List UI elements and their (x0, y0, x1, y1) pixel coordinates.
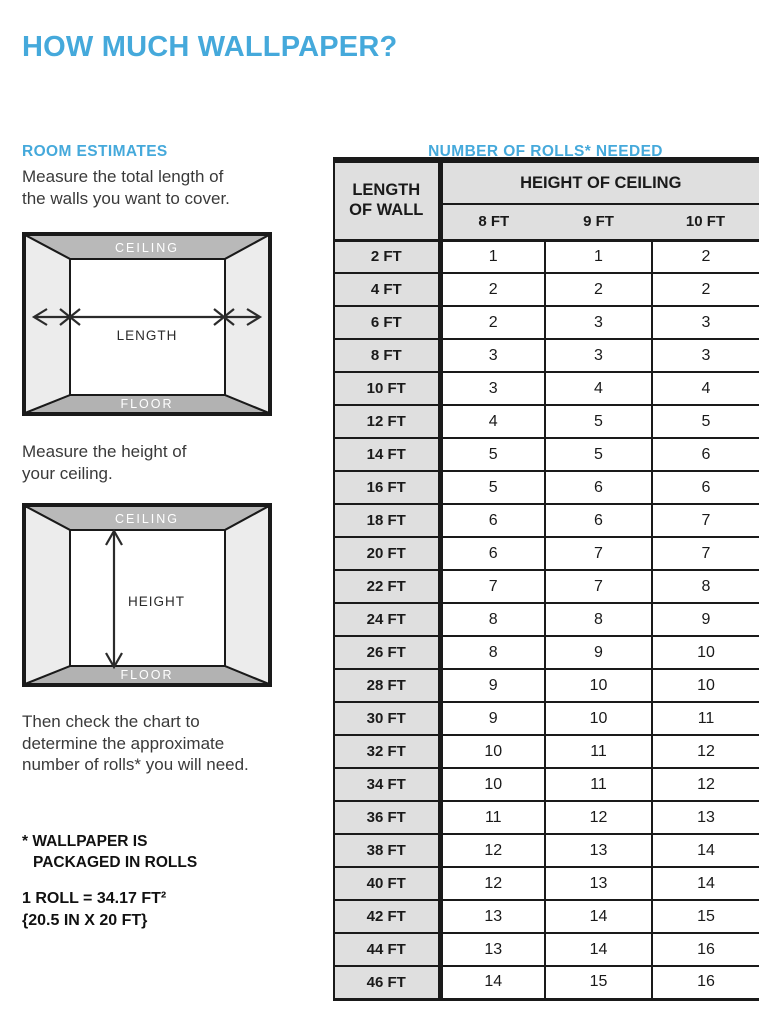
footnote-line1: * WALLPAPER IS (22, 833, 148, 850)
roll-count: 6 (652, 438, 759, 471)
row-label: 42 FT (334, 900, 440, 933)
row-label: 6 FT (334, 306, 440, 339)
roll-count: 2 (440, 273, 545, 306)
height-diagram-graphic (25, 506, 269, 684)
roll-count: 12 (652, 735, 759, 768)
table-row (334, 603, 759, 636)
roll-size-line1: 1 ROLL = 34.17 FT² (22, 890, 167, 907)
table-row (334, 537, 759, 570)
step2-line1: Measure the height of (22, 442, 187, 461)
table-row (334, 504, 759, 537)
roll-count: 13 (545, 867, 652, 900)
column-header-8ft: 8 FT (440, 204, 545, 240)
roll-count: 10 (545, 702, 652, 735)
roll-count: 13 (440, 900, 545, 933)
roll-count: 5 (652, 405, 759, 438)
row-label: 10 FT (334, 372, 440, 405)
roll-size-info (22, 888, 166, 931)
roll-count: 11 (652, 702, 759, 735)
step3-line1: Then check the chart to (22, 712, 200, 731)
corner-header-line1: LENGTH (352, 181, 421, 200)
roll-count: 12 (545, 801, 652, 834)
roll-count: 13 (440, 933, 545, 966)
table-row (334, 240, 759, 273)
roll-count: 11 (545, 768, 652, 801)
length-diagram-graphic (25, 235, 269, 413)
table-row (334, 438, 759, 471)
roll-count: 14 (545, 900, 652, 933)
roll-count: 15 (652, 900, 759, 933)
roll-count: 7 (652, 504, 759, 537)
row-label: 32 FT (334, 735, 440, 768)
roll-count: 2 (652, 273, 759, 306)
roll-count: 3 (545, 306, 652, 339)
roll-size-line2: {20.5 IN X 20 FT} (22, 911, 148, 929)
table-row (334, 570, 759, 603)
roll-count: 8 (440, 636, 545, 669)
row-label: 28 FT (334, 669, 440, 702)
table-row (334, 735, 759, 768)
row-label: 2 FT (334, 240, 440, 273)
roll-count: 9 (652, 603, 759, 636)
roll-count: 5 (440, 438, 545, 471)
roll-count: 4 (652, 372, 759, 405)
row-label: 18 FT (334, 504, 440, 537)
floor-label: FLOOR (120, 397, 174, 411)
footnote-line2: PACKAGED IN ROLLS (33, 854, 198, 871)
step1-line1: Measure the total length of (22, 167, 224, 186)
roll-count: 3 (440, 372, 545, 405)
table-row (334, 867, 759, 900)
column-header-9ft: 9 FT (545, 204, 652, 240)
step2-line2: your ceiling. (22, 463, 113, 483)
roll-count: 9 (440, 702, 545, 735)
table-row (334, 801, 759, 834)
roll-count: 7 (545, 537, 652, 570)
roll-count: 14 (652, 867, 759, 900)
roll-count: 1 (440, 240, 545, 273)
table-row (334, 306, 759, 339)
corner-header-line2: OF WALL (349, 200, 424, 219)
roll-count: 12 (440, 834, 545, 867)
row-label: 14 FT (334, 438, 440, 471)
roll-count: 13 (652, 801, 759, 834)
roll-count: 8 (545, 603, 652, 636)
table-row (334, 471, 759, 504)
row-label: 46 FT (334, 966, 440, 999)
roll-count: 7 (440, 570, 545, 603)
row-label: 24 FT (334, 603, 440, 636)
row-label: 20 FT (334, 537, 440, 570)
column-header-10ft: 10 FT (652, 204, 759, 240)
roll-count: 3 (652, 339, 759, 372)
row-label: 38 FT (334, 834, 440, 867)
ceiling-label: CEILING (114, 241, 180, 255)
row-label: 26 FT (334, 636, 440, 669)
table-row (334, 405, 759, 438)
roll-count: 10 (652, 636, 759, 669)
rolls-needed-heading: NUMBER OF ROLLS* NEEDED (428, 142, 663, 160)
step3-text (22, 711, 249, 776)
row-label: 12 FT (334, 405, 440, 438)
table-row (334, 768, 759, 801)
roll-count: 2 (652, 240, 759, 273)
height-measure-label: HEIGHT (128, 594, 186, 609)
roll-count: 3 (652, 306, 759, 339)
roll-count: 10 (652, 669, 759, 702)
row-label: 4 FT (334, 273, 440, 306)
height-diagram (22, 503, 272, 687)
step1-line2: the walls you want to cover. (22, 188, 230, 208)
table-row (334, 273, 759, 306)
room-estimates-heading: ROOM ESTIMATES (22, 142, 168, 160)
roll-count: 14 (440, 966, 545, 999)
roll-count: 14 (545, 933, 652, 966)
roll-count: 10 (440, 768, 545, 801)
row-label: 22 FT (334, 570, 440, 603)
table-row (334, 702, 759, 735)
row-label: 30 FT (334, 702, 440, 735)
roll-count: 15 (545, 966, 652, 999)
roll-count: 4 (440, 405, 545, 438)
length-diagram (22, 232, 272, 416)
table-row (334, 900, 759, 933)
table-row (334, 933, 759, 966)
floor-label: FLOOR (120, 668, 174, 682)
roll-count: 14 (652, 834, 759, 867)
roll-count: 2 (545, 273, 652, 306)
roll-count: 3 (440, 339, 545, 372)
roll-count: 6 (545, 504, 652, 537)
step2-text (22, 441, 186, 484)
roll-count: 8 (440, 603, 545, 636)
table-row (334, 372, 759, 405)
roll-count: 16 (652, 966, 759, 999)
roll-count: 6 (545, 471, 652, 504)
roll-count: 6 (652, 471, 759, 504)
roll-count: 12 (652, 768, 759, 801)
page-title: HOW MUCH WALLPAPER? (22, 31, 398, 64)
wallpaper-rolls-footnote (22, 831, 197, 873)
rolls-table (333, 157, 759, 1001)
roll-count: 4 (545, 372, 652, 405)
ceiling-label: CEILING (114, 512, 180, 526)
roll-count: 6 (440, 537, 545, 570)
roll-count: 5 (440, 471, 545, 504)
rolls-table-header (334, 160, 759, 240)
height-of-ceiling-header: HEIGHT OF CEILING (440, 160, 759, 204)
roll-count: 6 (440, 504, 545, 537)
roll-count: 10 (440, 735, 545, 768)
roll-count: 13 (545, 834, 652, 867)
table-row (334, 339, 759, 372)
roll-count: 9 (545, 636, 652, 669)
roll-count: 5 (545, 405, 652, 438)
roll-count: 11 (440, 801, 545, 834)
table-row (334, 669, 759, 702)
table-row (334, 636, 759, 669)
roll-count: 2 (440, 306, 545, 339)
length-of-wall-header (334, 160, 440, 240)
step3-line3: number of rolls* you will need. (22, 755, 249, 774)
roll-count: 8 (652, 570, 759, 603)
row-label: 36 FT (334, 801, 440, 834)
row-label: 16 FT (334, 471, 440, 504)
roll-count: 5 (545, 438, 652, 471)
length-measure-label: LENGTH (116, 328, 178, 343)
roll-count: 1 (545, 240, 652, 273)
roll-count: 9 (440, 669, 545, 702)
row-label: 8 FT (334, 339, 440, 372)
row-label: 34 FT (334, 768, 440, 801)
roll-count: 3 (545, 339, 652, 372)
roll-count: 10 (545, 669, 652, 702)
rolls-table-body (334, 240, 759, 999)
row-label: 44 FT (334, 933, 440, 966)
roll-count: 16 (652, 933, 759, 966)
step3-line2: determine the approximate (22, 733, 225, 753)
step1-text (22, 166, 230, 209)
row-label: 40 FT (334, 867, 440, 900)
roll-count: 11 (545, 735, 652, 768)
roll-count: 12 (440, 867, 545, 900)
roll-count: 7 (545, 570, 652, 603)
table-row (334, 966, 759, 999)
table-row (334, 834, 759, 867)
roll-count: 7 (652, 537, 759, 570)
